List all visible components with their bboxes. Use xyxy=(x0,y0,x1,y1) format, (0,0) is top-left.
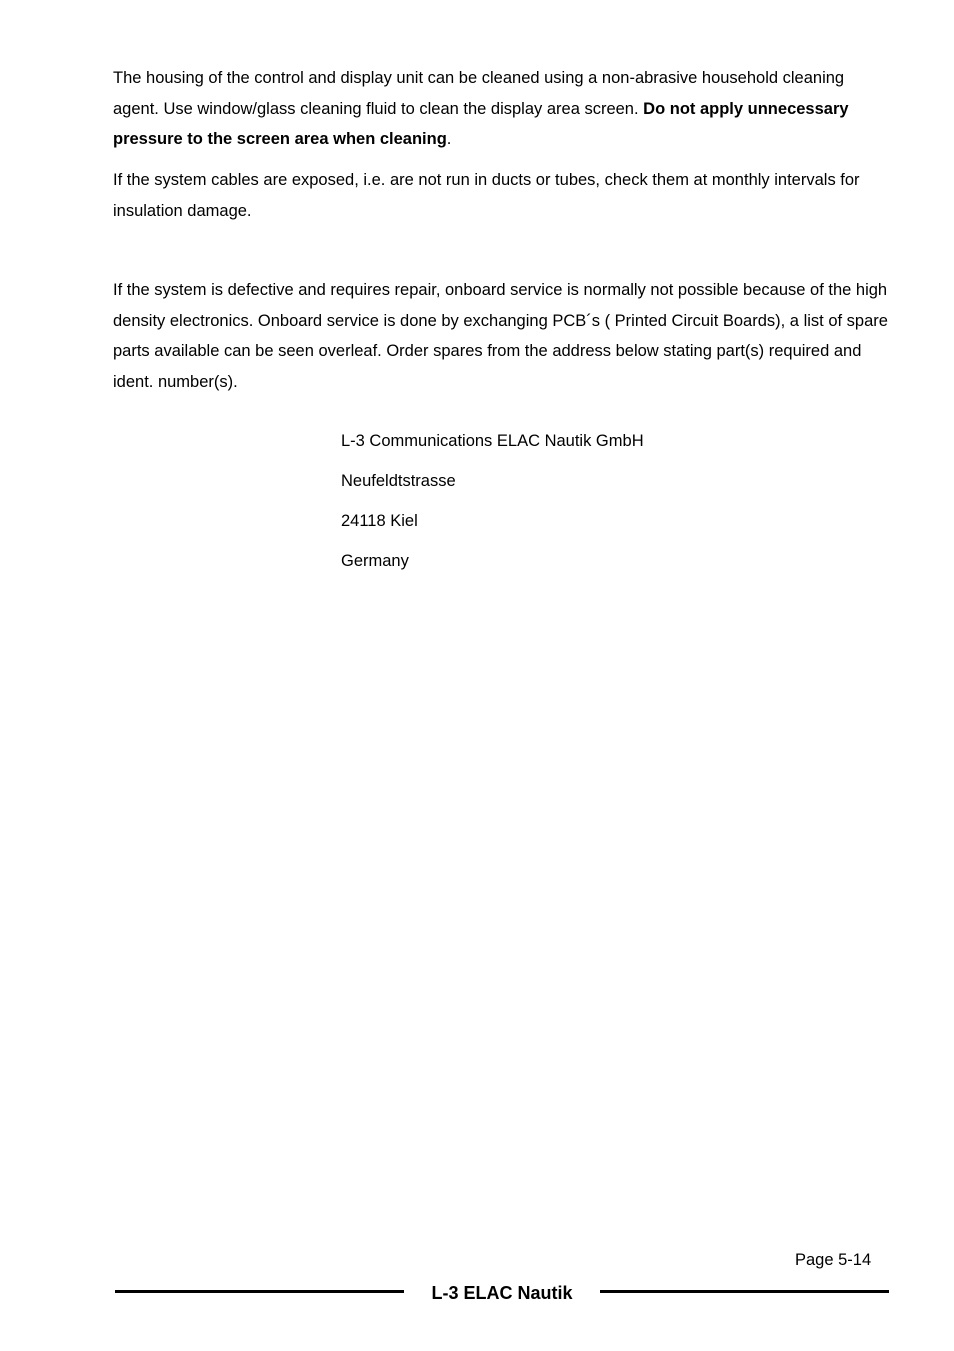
address-street: Neufeldtstrasse xyxy=(341,472,456,490)
cleaning-end: . xyxy=(446,130,452,148)
address-city: 24118 Kiel xyxy=(341,512,418,530)
cables-paragraph: If the system cables are exposed, i.e. are not run in ducts or tubes, check them at monthly intervals for insulation damage. xyxy=(113,171,860,220)
cleaning-text: The housing of the control and display unit can be cleaned using a non-abrasive household cleaning agent. Use window/glass cleaning fluid to clean the display area screen. xyxy=(113,69,845,118)
repair-paragraph: If the system is defective and requires repair, onboard service is normally not possible because of the high density electronics. Onboard service is done by exchanging PCB´s ( Printed Circuit Boards), a list of spare parts available can be seen overleaf. Order spares from the address below stating part(s) required and ident. number(s). xyxy=(113,281,888,391)
footer-rule-right xyxy=(600,1290,889,1293)
footer-brand: L-3 ELAC Nautik xyxy=(431,1283,573,1303)
address-company: L-3 Communications ELAC Nautik GmbH xyxy=(341,432,644,450)
address-country: Germany xyxy=(341,552,409,570)
cleaning-warning: Do not apply unnecessary pressure to the screen area when cleaning xyxy=(113,99,849,148)
page-number: Page 5-14 xyxy=(795,1251,872,1269)
cleaning-paragraph xyxy=(113,63,893,155)
footer-rule-left xyxy=(115,1290,404,1293)
address-block xyxy=(341,430,644,590)
